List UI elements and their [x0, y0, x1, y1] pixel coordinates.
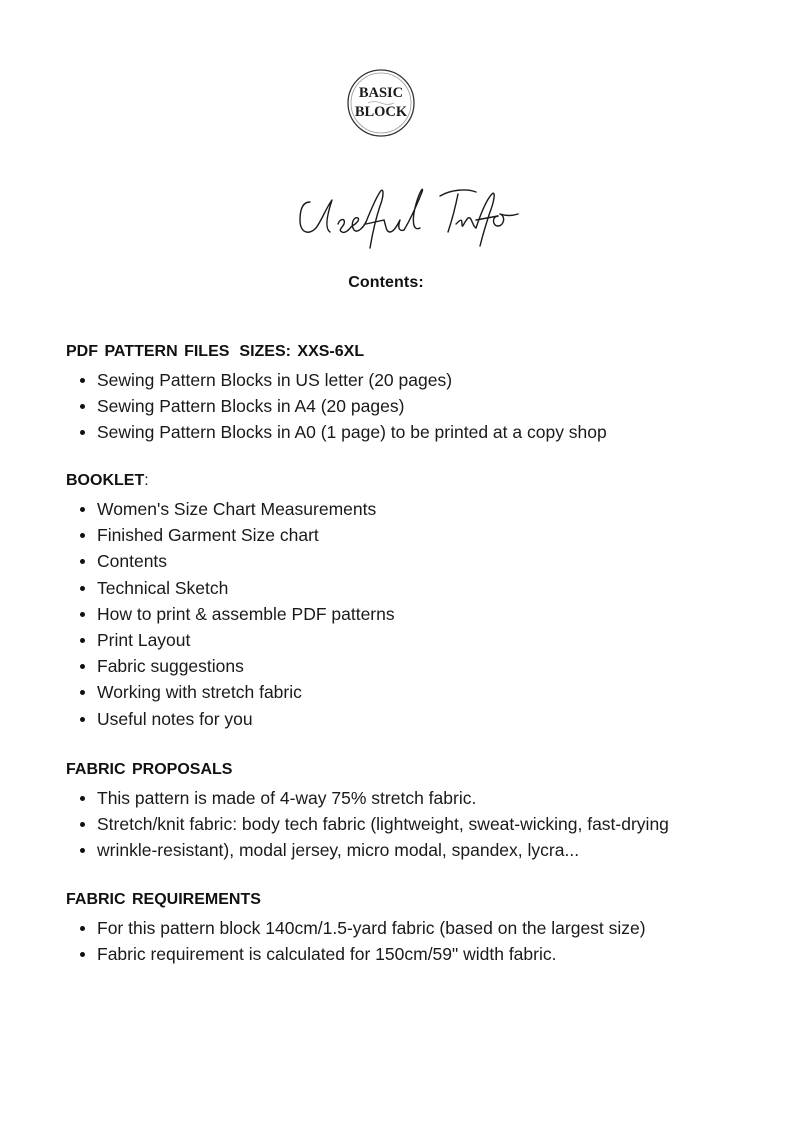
list-item: Contents [66, 548, 766, 574]
section-heading-fabric-proposals: FABRIC PROPOSALS [66, 761, 233, 778]
list-item: Technical Sketch [66, 575, 766, 601]
contents-heading: Contents: [348, 274, 424, 291]
logo-line2: BLOCK [354, 104, 408, 120]
list-item: wrinkle-resistant), modal jersey, micro modal, spandex, lycra... [66, 837, 766, 863]
booklet-list [66, 496, 766, 732]
list-item: This pattern is made of 4-way 75% stretch fabric. [66, 785, 766, 811]
section-heading-booklet [66, 470, 766, 492]
section-fabric-requirements [66, 889, 766, 967]
fabric-proposals-list [66, 785, 766, 864]
section-heading-fabric-requirements: FABRIC REQUIREMENTS [66, 891, 261, 908]
logo-line1: BASIC [358, 85, 404, 101]
script-title [280, 180, 530, 250]
section-pdf-pattern-files [66, 341, 766, 446]
basic-block-logo-icon [346, 68, 416, 138]
list-item: Print Layout [66, 627, 766, 653]
pdf-heading-files: PDF PATTERN FILES [66, 343, 230, 360]
list-item: Sewing Pattern Blocks in US letter (20 pages) [66, 367, 766, 393]
list-item: Sewing Pattern Blocks in A4 (20 pages) [66, 393, 766, 419]
list-item: Women's Size Chart Measurements [66, 496, 766, 522]
pdf-file-list [66, 367, 766, 446]
list-item: For this pattern block 140cm/1.5-yard fabric (based on the largest size) [66, 915, 766, 941]
booklet-heading-colon: : [144, 472, 149, 489]
section-booklet [66, 470, 766, 732]
list-item: Sewing Pattern Blocks in A0 (1 page) to be printed at a copy shop [66, 419, 766, 445]
section-fabric-proposals [66, 759, 766, 864]
list-item: Fabric suggestions [66, 653, 766, 679]
booklet-heading: BOOKLET [66, 472, 145, 489]
list-item: Useful notes for you [66, 706, 766, 732]
pdf-heading-sizes: SIZES: XXS-6XL [239, 343, 365, 360]
fabric-requirements-list [66, 915, 766, 967]
list-item: How to print & assemble PDF patterns [66, 601, 766, 627]
brand-logo [346, 68, 416, 138]
useful-info-script-icon [280, 180, 530, 250]
list-item: Working with stretch fabric [66, 679, 766, 705]
list-item: Finished Garment Size chart [66, 522, 766, 548]
section-heading-pdf [66, 341, 766, 363]
list-item: Fabric requirement is calculated for 150cm/59" width fabric. [66, 941, 766, 967]
list-item: Stretch/knit fabric: body tech fabric (lightweight, sweat-wicking, fast-drying [66, 811, 766, 837]
